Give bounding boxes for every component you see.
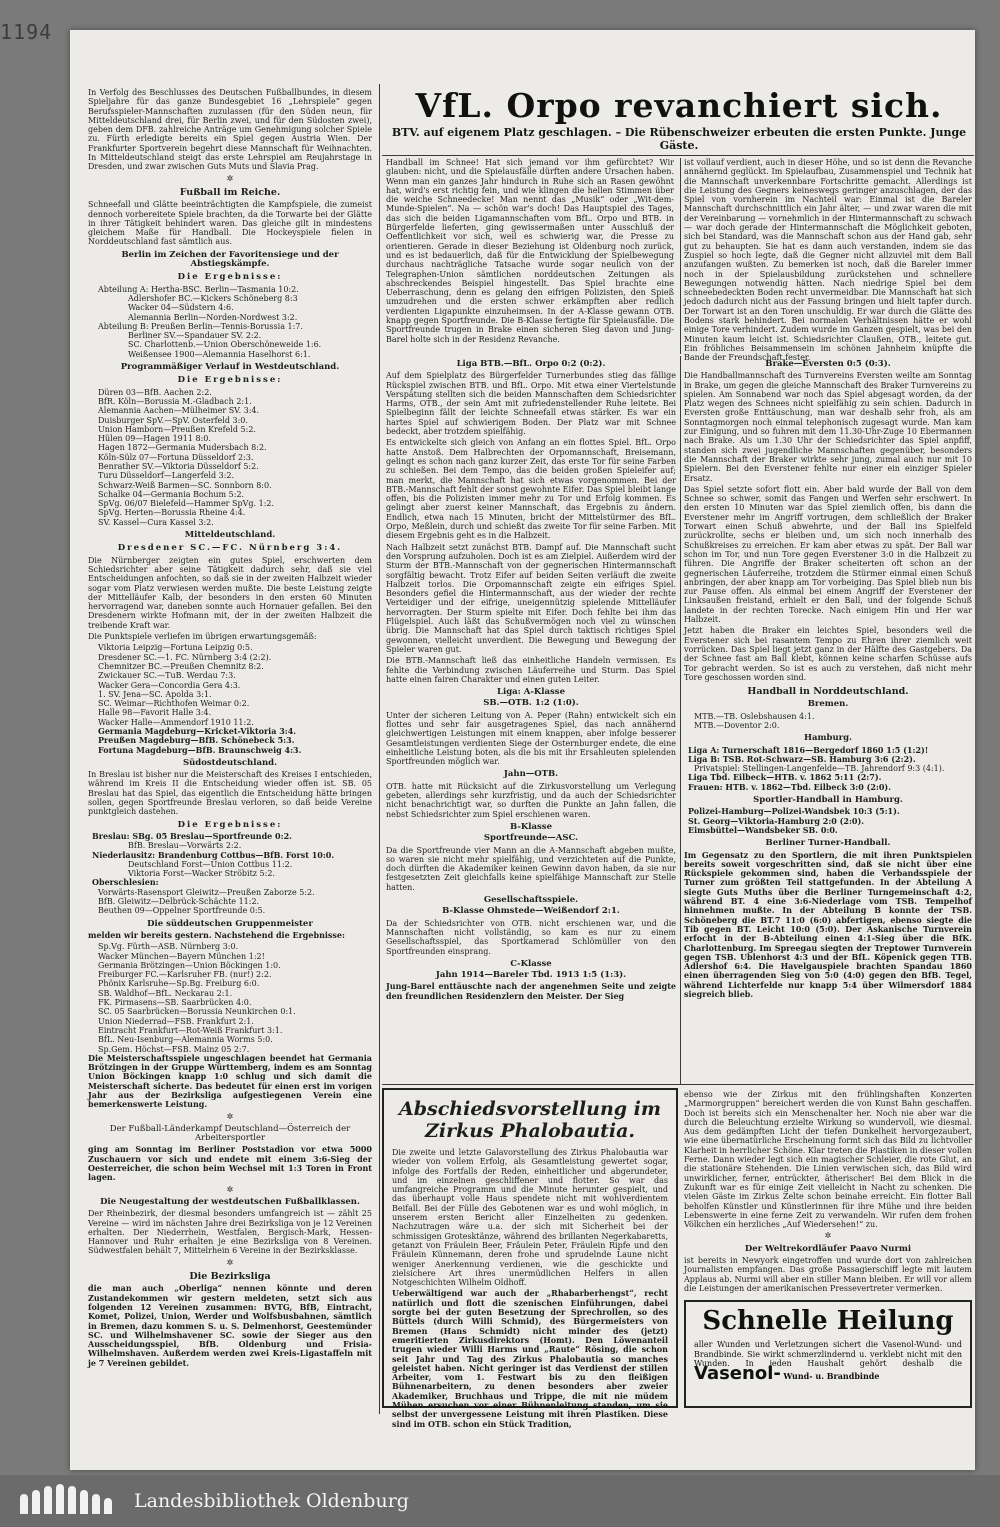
result-line: Sp.Vg. Fürth—ASB. Nürnberg 3:0. (98, 942, 239, 952)
section-heading: Gesellschaftsspiele. (483, 895, 579, 906)
paragraph: Schneefall und Glätte beeinträchtigten die Kampfspiele, die zumeist dennoch vorbereitete Spiele brachten, da die Torwarte bei der Glätte in ihrer Tätigkeit behindert waren. Das gleiche gilt in mindestens gleichem Maße für Handball. Die Hockeyspiele fielen in Norddeutschland fast sämtlich aus. (88, 200, 372, 247)
match-line: Dresdener SC.—FC. Nürnberg 3:4. (117, 543, 343, 554)
section-heading: Der Fußball-Länderkampf Deutschland—Österreich der Arbeitersportler (109, 1123, 351, 1144)
section-heading: C-Klasse (510, 958, 552, 969)
results-label: Die Ergebnisse: (177, 819, 283, 830)
intro-paragraph: In Verfolg des Beschlusses des Deutschen Fußballbundes, in diesem Spieljahre für das ganze Bundesgebiet 16 „Lehrspiele“ gegen Berufsspieler-Mannschaften zuzulassen (für den Süden neun, für Mitteldeutschland drei, für Berlin zwei, und für den Südosten zwei), geben dem DFB. zahlreiche Anträge um Genehmigung solcher Spiele zu. Fürth erledigte bereits ein Spiel gegen Austria Wien. Der Frankfurter Sportverein begehrt diese Mannschaft für Weihnachten. In Mitteldeutschland steigt das erste Lehrspiel am Reujahrstage in Dresden, und zwar zwischen Guts Muts und Slavia Prag. (88, 88, 372, 172)
result-line: Germania Brötzingen—Union Böckingen 1:0. (98, 960, 281, 970)
section-heading: Liga: A-Klasse (497, 687, 565, 698)
result-line: Chemnitzer BC.—Preußen Chemnitz 8:2. (98, 661, 264, 671)
result-line: Abteilung A: Hertha-BSC. Berlin—Tasmania 10:2. (98, 284, 299, 294)
result-line: Preußen Magdeburg—BfB. Schönebeck 5:3. (98, 735, 295, 746)
result-line: Schwarz-Weiß Barmen—SC. Sonnborn 8:0. (98, 480, 272, 490)
result-line: Hülen 09—Hagen 1911 8:0. (98, 434, 211, 444)
result-line: Düren 03—BfB. Aachen 2:2. (98, 387, 212, 397)
result-line: Beuthen 09—Oppelner Sportfreunde 0:5. (98, 906, 266, 916)
circus-headline: Abschiedsvorstellung im Zirkus Phalobautia. (399, 1098, 661, 1142)
result-line: Zwickauer SC.—TuB. Werdau 7:3. (98, 671, 236, 681)
separator-star: ✲ (226, 173, 234, 183)
result-line: Turu Düsseldorf—Langerfeld 3:2. (98, 471, 235, 481)
result-line: Deutschland Forst—Union Cottbus 11:2. (128, 859, 293, 869)
paragraph: Die Nürnberger zeigten ein gutes Spiel, erschwerten dem Schiedsrichter aber seine Tätigkeit dadurch sehr, daß sie viel Entscheidungen anfochten, so daß sie in der zweiten Halbzeit wieder sogar vom Platz verwiesen werden mußte. Die beste Leistung zeigte der Mittelläufer Kalb, der besonders in den ersten 60 Minuten hervorragend war, daneben sonnte auch Hornauer gefallen. Bei den Dresdenern wirkte Hofmann mit, der in der zweiten Halbzeit die treibende Kraft war. (88, 555, 372, 630)
result-line: SC. Weimar—Richthofen Weimar 0:2. (98, 699, 250, 709)
result-line: Wacker Halle—Ammendorf 1910 11:2. (98, 717, 254, 727)
section-subheading: Sportfreunde—ASC. (483, 833, 579, 844)
library-logo-icon (20, 1486, 120, 1516)
results-label: Die Ergebnisse: (177, 375, 283, 386)
lead-paragraph-left: Handball im Schnee! Hat sich jemand vor ihm gefürchtet? Wir glauben: nicht, und die Spielausfälle dürften andere Ursachen haben. Wenn man ein ganzes Jahr hindurch in Ruhe sich an Rasen gewöhnt hat, wird's erst richtig fein, und wie klingen die hellen Stimmen über die weiche Schneedecke! Man nennt das „Musik“ oder „Wit-dem-Munde-Spielen“. Na — schön war's doch! Das Hauptspiel des Tages, das sich die beiden Ligamannschaften vom BfL. Orpo und BTB. in Bürgerfelde lieferten, ging gewissermaßen unter Ausschluß der Oeffentlichkeit vor sich, weil es schwierig war, die Presse zu orientieren. Gerade in dieser Beziehung ist Oldenburg noch zurück, und es ist bedauerlich, daß für die Entwicklung der Spielbewegung durchaus nachträgliche Tatsache wurde sogar neulich von der Telegraphen-Union sämtlichen norddeutschen Zeitungen als abschreckendes Beispiel hingestellt. Das Spiel brachte eine Ueberraschung, denn es gelang den eifrigen Polizisten, den Spieß umzudrehen und die ersten schwer erkämpften aber redlich verdienten Ligapunkte einzuheimsen. In der A-Klasse gewann OTB. knapp gegen Sportfreunde. Die B-Klasse fertigte für Spielausfälle. Die Sportfreunde trugen in Brake einen sicheren Sieg davon und Jung-Barel holte sich in der Residenz Revanche. (386, 158, 674, 344)
result-line: SpVg. Herten—Borussia Rheine 4:4. (98, 508, 246, 518)
separator-star: ✲ (226, 1257, 234, 1267)
result-line: Freiburger FC.—Karlsruher FB. (nur!) 2:2. (98, 970, 272, 980)
mid-results (88, 643, 372, 755)
section-heading: Die Neugestaltung der westdeutschen Fußballklassen. (100, 1196, 360, 1207)
result-line: Union Hamborn—Preußen Krefeld 5:2. (98, 424, 256, 434)
section-divider (382, 1084, 974, 1085)
ad-brand-suffix: Wund- u. Brandbinde (783, 1370, 880, 1381)
paragraph: Auf dem Spielplatz des Bürgerfelder Turnerbundes stieg das fällige Rückspiel zwischen BTB. und BfL. Orpo. Mit etwa einer Viertelstunde Verspätung stellten sich die beiden Mannschaften dem Schiedsrichter Harms, OTB., der sein Amt mit zufriedenstellender Ruhe leitete. Bei Spielbeginn fällt der leichte Schneefall etwas stärker. Es war ein hartes Spiel auf schwierigem Boden. Der Platz war mit Schnee bedeckt, aber trotzdem spielfähig. (386, 371, 676, 437)
result-line: SV. Kassel—Cura Kassel 3:2. (98, 517, 214, 527)
column-divider (379, 84, 380, 1414)
result-line: Phönix Karlsruhe—Sp.Bg. Freiburg 6:0. (98, 979, 260, 989)
result-line: Schalke 04—Germania Bochum 5:2. (98, 489, 245, 499)
paragraph: Es entwickelte sich gleich von Anfang an ein flottes Spiel. BfL. Orpo hatte Anstoß. Dem Halbrechten der Orpomannschaft, Breisemann, gelingt es schon nach ganz kurzer Zeit, das erste Tor für seine Farben zu schießen. Bei dem Tempo, das die beiden großen Spieleifer auf; man merkt, die Mannschaft hat sich etwas vorgenommen. Bei der BTB.-Mannschaft fehlt der sonst gewohnte Eifer. Das Spiel bleibt lange offen, bis die Polizisten immer mehr zu Tor und Erfolg kommen. Es gelingt aber zuerst keiner Mannschaft, das Ergebnis zu ändern. Endlich, etwa nach 15 Minuten, bricht der Mittelstürmer des BfL. Orpo, Meßlein, durch und schießt das zweite Tor für seine Farben. Mit diesem Ergebnis geht es in die Halbzeit. (386, 438, 676, 541)
result-line: Berliner SV.—Spandauer SV. 2:2. (128, 331, 262, 341)
berlin-results (88, 285, 372, 359)
section-subheading: Berliner Turner-Handball. (765, 838, 891, 849)
section-heading: Mitteldeutschland. (184, 530, 276, 541)
result-line: Hagen 1872—Germania Mudersbach 8:2. (98, 443, 267, 453)
section-heading: Programmäßiger Verlauf in Westdeutschland. (120, 362, 340, 373)
result-line: Alemannia Berlin—Norden-Nordwest 3:2. (128, 312, 298, 322)
separator-star: ✲ (226, 1184, 234, 1194)
result-line: Liga A: Turnerschaft 1816—Bergedorf 1860 1:5 (1:2)! (688, 744, 929, 755)
result-line: Duisburger SpV.—SpV. Osterfeld 3:0. (98, 415, 248, 425)
paragraph: Das Spiel setzte sofort flott ein. Aber bald wurde der Ball von dem Schnee so schwer, somit das Fangen und Werfen sehr erschwert. In den ersten 10 Minuten war das Spiel ziemlich offen, bis dann die Everstener mehr im Angriff vortrugen, dem schließlich der Braker Torwart einen Schuß abwehrte, und der Ball ins Spielfeld zurückrollte, sechs er bleiben und, um sich noch innerhalb des Schußkreises zu erreichen. Er kam aber etwas zu spät. Der Ball war schon im Tor, und nun Tore gegen Everstener 3:0 in die Halbzeit zu führen. Die Angriffe der Braker scheiterten oft schon an der gegnerischen Läuferreihe, trotzdem die Stürmer einmal einen Schuß anbringen, der aber knapp am Tor vorbeiging. Das Spiel blieb nun bis zur Pause offen. Als einmal bei einem Angriff der Everstener der Linksaußen freistand, erhielt er den Ball, und der folgende Schuß landete in der rechten Torecke. Nach einigem Hin und Her war Halbzeit. (684, 484, 972, 625)
section-heading: Liga BTB.—BfL. Orpo 0:2 (0:2). (456, 359, 606, 369)
paragraph: Jetzt haben die Braker ein leichtes Spiel, besonders weil die Everstener sich bei rasantem Tempo zu Ehren ihrer ziemlich weit vorrücken. Das Spiel liegt jetzt ganz in der Hälfte des Gastgebers. Da der Schnee fast am Ball klebt, können keine scharfen Schüsse aufs Tor gebracht werden. So ist es auch zu verstehen, daß nicht mehr Tore geschossen worden sind. (684, 626, 972, 682)
result-line: Breslau: SBg. 05 Breslau—Sportfreunde 0:2. (92, 830, 292, 841)
lead-article (386, 158, 972, 363)
result-line: SC. 05 Saarbrücken—Borussia Neunkirchen 0:1. (98, 1007, 296, 1017)
section-heading: B-Klasse (510, 821, 552, 832)
result-line: MTB.—TB. Oslebshausen 4:1. (694, 711, 815, 721)
paragraph: ging am Sonntag im Berliner Poststadion vor etwa 5000 Zuschauern vor sich und endete mit einem 3:6-Sieg der Oesterreicher, die schon beim Wechsel mit 1:3 Toren in Front lagen. (88, 1144, 372, 1183)
right-column (684, 356, 972, 1081)
result-line: Köln-Sülz 07—Fortuna Düsseldorf 2:3. (98, 452, 254, 462)
paragraph: Die Handballmannschaft des Turnvereins Eversten weilte am Sonntag in Brake, um gegen die gleiche Mannschaft des Braker Turnvereins zu spielen. Am Sonnabend war noch das Spiel abgesagt worden, da der Platz wegen des Schnees nicht spielfähig zu sein schien. Dadurch in Eversten große Enttäuschung, man war deshalb sehr froh, als am Sonntagmorgen noch einmal telephonisch zugesagt wurde. Man kam zur Einigung, und so fuhren mit dem 11.30-Uhr-Zuge 10 Ebermannen nach Brake. Als um 1.30 Uhr der Schiedsrichter das Spiel anpfiff, standen sich zwei jugendliche Mannschaften gegenüber, besonders die Mannschaft der Braker wirkte sehr jung, zumal auch nur mit 10 Spielern. Bei den Everstener fehlte nur einer ein einziger Spieler Ersatz. (684, 371, 972, 483)
section-heading: Brake—Eversten 0:5 (0:3). (765, 359, 891, 369)
left-column (88, 88, 372, 1418)
paragraph: Die Meisterschaftsspiele ungeschlagen beendet hat Germania Brötzingen in der Gruppe Württemberg, indem es am Sonntag Union Böckingen knapp 1:0 schlug und sich damit die Meisterschaft sicherte. Das bedeutet für einen erst im vorigen Jahr aus der Bezirksliga aufgestiegenen Verein eine bemerkenswerte Leistung. (88, 1052, 372, 1110)
section-heading: Berlin im Zeichen der Favoritensiege und der Abstiegskämpfe. (121, 249, 339, 270)
paragraph: Die zweite und letzte Galavorstellung des Zirkus Phalobautia war wieder von vollem Erfolg, als Gesamtleistung gewertet sogar, infolge des Fortfalls der Reden, einheitlicher und abgerundeter, und im einzelnen geschliffener und flotter. So war das umfangreiche Programm und die Minute herunter gespielt, und das überhaupt volle Haus spendete nicht mit wohlverdientem Beifall. Bei der Fülle des Gebotenen war es und wohl möglich, in unserem ersten Bericht aller Einzelheiten zu gedenken. Nachzutragen wäre u.a. der sich mit Sicherheit bei der schmissigen Grotesktänze, während des brillanten Negerkabaretts, getanzt von Fräulein Beer, Fräulein Peter, Fräulein Ripfe und den Fräulein Künnemann, deren frohe und sprudelnde Laune nicht weniger Anerkennung verdienen, wie die geschickte und zielsichere Art ihres unermüdlichen Helfers in allen Notgeschichten Wilhelm Oldhoff. (392, 1148, 668, 1288)
paragraph: Da die Sportfreunde vier Mann an die A-Mannschaft abgeben mußte, so waren sie nicht mehr spielfähig, und verzichteten auf die Punkte, doch dürften die Akademiker keinen Gewinn davon haben, da sie nur festgesetzten Zeit gleichfalls keine spielfähige Mannschaft zur Stelle hatten. (386, 845, 676, 892)
ad-brand: Vasenol- (694, 1362, 781, 1384)
separator-star: ✲ (226, 1111, 234, 1121)
paragraph: Die BTB.-Mannschaft ließ das einheitliche Handeln vermissen. Es fehlte die Verbindung zwischen Läuferreihe und Sturm. Das Spiel hatte einen fairen Charakter und einen guten Leiter. (386, 656, 676, 684)
south-results (88, 942, 372, 1054)
section-subheading: Hamburg. (803, 733, 853, 744)
section-heading: Südostdeutschland. (182, 757, 278, 768)
section-subheading: SB.—OTB. 1:2 (1:0). (483, 698, 579, 709)
result-line: Germania Magdeburg—Kricket-Viktoria 3:4. (98, 726, 297, 736)
paragraph: Unter der sicheren Leitung von A. Peper (Rahn) entwickelt sich ein flottes und sehr fair ausgetragenes Spiel, das nach annähernd gleichwertigen Leistungen mit einem knappen, aber infolge besserer Gesamtleistungen verdienten Siege der Osternburger endete, die eine einheitliche Leistung boten, als die bis mit ihr Ersahleuten spielenden Sportfreunden möglich war. (386, 710, 676, 767)
paragraph: ebenso wie der Zirkus mit den frühlingshaften Konzerten „Marmorgruppen“ bereichert werden die von Kunst Bahn geschaffen. Doch ist bereits sich ein Menschenalter her. Noch nie aber war die durch die Beleuchtung erzielte Wirkung so wundervoll, wie diesmal. Aus dem gedämpften Licht der tiefen Dunkelheit hervorgezaubert, wie eine übernatürliche Erscheinung formt sich das Bild zu lichtvoller Klarheit in herrlicher Schöne. Klar treten die Plastiken in dieser vollen Ferne. Dann wieder legt sich ein magischer Schleier, die rote Glut, an die stationäre Stehenden. Die Linien verwischen sich, das Bild wird unwirklicher, ferner, entrückter, ätherischer! Bei dem Blick in die Zukunft war es für einige Zeit vielleicht in Nacht zu schenken. Die vielen Gäste im Zirkus Zelte schon beinahe erreicht. Ein flotter Ball beholfen Künstler und Künstlerinnen für ihre Mühe und ihre beiden Lebenswerte in eine ferne Zeit zu verwandeln. Wir rufen dem frohen Völkchen ein herzliches „Auf Wiedersehen!“ zu. (684, 1090, 973, 1230)
section-heading: Fußball im Reiche. (179, 186, 281, 198)
result-line: Fortuna Magdeburg—BfB. Braunschweig 4:3. (98, 744, 302, 755)
result-line: Dresdener SC.—1. FC. Nürnberg 3:4 (2:2). (98, 652, 272, 662)
section-subheading: Jahn 1914—Bareler Tbd. 1913 1:5 (1:3). (435, 970, 627, 981)
ad-title: Schnelle Heilung (702, 1306, 954, 1336)
footer-bar (0, 1475, 1000, 1527)
result-line: Eintracht Frankfurt—Rot-Weiß Frankfurt 3:1. (98, 1025, 283, 1035)
ad-body: aller Wunden und Verletzungen sichert die Vasenol-Wund- und Brandbinde. Sie wirkt schmerzlindernd u. verklebt nicht mit den Wunden. In jeden Haushalt gehört deshalb die (694, 1340, 962, 1368)
result-line: Oberschlesien: (92, 877, 159, 888)
main-headline: VfL. Orpo revanchiert sich. (415, 86, 943, 125)
result-line: Wacker 04—Südstern 4:6. (128, 303, 234, 313)
result-line: Weißensee 1900—Alemannia Haselhorst 6:1. (128, 349, 311, 359)
result-line: Liga Tbd. Eilbeck—HTB. v. 1862 5:11 (2:7). (688, 772, 882, 783)
result-line: Halle 98—Favorit Halle 3:4. (98, 708, 212, 718)
column-divider (680, 356, 681, 1084)
result-line: Viktoria Leipzig—Fortuna Leipzig 0:5. (98, 643, 253, 653)
southeast-results (88, 832, 372, 916)
result-line: Wacker München—Bayern München 1:2! (98, 951, 265, 961)
result-line: SB. Waldhof—BfL. Neckarau 2:1. (98, 988, 233, 998)
result-line: Abteilung B: Preußen Berlin—Tennis-Borussia 1:7. (98, 321, 303, 331)
paragraph: Im Gegensatz zu den Sportlern, die mit ihren Punktspielen bereits soweit vorgeschritten sind, daß sie nicht über eine Rückspiele gekommen sind, haben die Verbandsspiele der Turner zum größten Teil stattgefunden. In der Abteilung A siegte Guts Muths über die Berliner Turngemeinschaft 4:2, während BT. 4 eine 3:6-Niederlage vom TSB. Tempelhof hinnehmen mußte. In der Abteilung B konnte der TSB. Schöneberg die BT.7 11:0 (6:0) abfertigen, ebenso siegte die Tib gegen BT. Leicht 10:0 (5:0). Der Askanische Turnverein erfocht in der B-Abteilung einen 4:1-Sieg über die BfK. Charlottenburg. Im Spreegau siegten der Treptower Turnverein gegen TSB. Ublenhorst 4:3 und der BfL. Köpenick gegen TTB. Adlershof 6:4. Die Havelgauspiele brachten Spandau 1860 einen überragenden Sieg von 5:0 (4:0) gegen den BfB. Tegel, während Lichterfelde nur knapp 5:4 über Wilmersdorf 1884 siegreich blieb. (684, 849, 972, 999)
section-heading: Jahn—OTB. (503, 769, 559, 780)
results-label: Die Ergebnisse: (177, 272, 283, 283)
result-line: Privatspiel: Stellingen-Langenfelde—TB. Jahrendorf 9:3 (4:1). (694, 764, 945, 774)
result-line: Sp.Gem. Höchst—FSB. Mainz 05 2:7. (98, 1044, 250, 1054)
result-line: Frauen: HTB. v. 1862—Tbd. Eilbeck 3:0 (2:0). (688, 781, 892, 792)
result-line: Eimsbüttel—Wandsbeker SB. 0:0. (688, 824, 838, 835)
section-heading: Der Weltrekordläufer Paavo Nurmi (744, 1243, 912, 1254)
west-results (88, 388, 372, 527)
paragraph: Nach Halbzeit setzt zunächst BTB. Dampf auf. Die Mannschaft sucht den Vorsprung aufzuholen. Doch ist es am Zielpiel. Außerdem wird der Sturm der BTB.-Mannschaft von der gegnerischen Hintermannschaft sorgfältig bewacht. Trotz Eifer auf beiden Seiten verläuft die zweite Halbzeit torlos. Die Orpomannschaft zeigte ein eifriges Spiel. Besonders gefiel die Hintermannschaft, aus der wieder der rechte Verteidiger und der eifrige, uneigennützig spielende Mittelläufer hervorragten. Der Sturm spielte mit Eifer. Doch fehlte bei ihm das Flügelspiel. Auch läßt das Schußvermögen noch viel zu wünschen übrig. Die Mannschaft hat das Spiel durch taktisch richtiges Spiel gewonnen, vielleicht unverdient. Die Bewegung und Bewegung der Spieler waren gut. (386, 542, 676, 654)
result-line: Niederlausitz: Brandenburg Cottbus—BfB. Forst 10:0. (92, 849, 335, 860)
section-heading: Die Bezirksliga (189, 1271, 271, 1283)
paragraph: OTB. hatte mit Rücksicht auf die Zirkusvorstellung um Verlegung gebeten, allerdings sehr kurzfristig, und da auch der Schiedsrichter nicht benachrichtigt war, so durften die Punkte an Jahn fallen, die nebst Schiedsrichter zum Spiel erschienen waren. (386, 781, 676, 819)
paragraph: ist bereits in Newyork eingetroffen und wurde dort von zahlreichen Journalisten empfangen. Das große Passagierschiff legte mit lautem Applaus ab. Nurmi will aber ein stiller Mann bleiben. Er will vor allem die Leistungen der amerikanischen Pressevertreter vermerken. (684, 1256, 972, 1293)
result-line: BfB. Gleiwitz—Delbrück-Schächte 11:2. (98, 897, 260, 907)
section-heading: Handball in Norddeutschland. (747, 686, 909, 698)
result-line: St. Georg—Viktoria-Hamburg 2:0 (2:0). (688, 815, 865, 826)
result-line: Vorwärts-Rasensport Gleiwitz—Preußen Zaborze 5:2. (98, 887, 315, 897)
result-line: 1. SV. Jena—SC. Apolda 3:1. (98, 689, 212, 699)
paragraph: die man auch „Oberliga“ nennen könnte und deren Zustandekommen wir gestern meldeten, setzt sich aus folgenden 12 Vereinen zusammen: BVTG, BfB, Eintracht, Komet, Polizei, Union, Werder und Wolfsbusbahnen, sämtlich in Bremen, dazu kommen S. u. S. Delmenhorst, Geestemünder SC. und Wilhelmshavener SC. sowie der Sieger aus den Ausscheidungsspiel, BfB. Oldenburg und Frisia-Wilhelmshaven. Außerdem werden zwei Kreis-Ligastaffeln mit je 7 Vereinen gebildet. (88, 1283, 372, 1368)
circus-continuation (684, 1090, 972, 1300)
lead-paragraph-right: ist vollauf verdient, auch in dieser Höhe, und so ist denn die Revanche annähernd geglückt. Im Spielaufbau, Zusammenspiel und Technik hat die Mannschaft unverkennbare Fortschritte gemacht. Allerdings ist die Leistung des Gegners keineswegs geringer anzuschlagen, der das Spiel von vornherein im Nachteil war: Einmal ist die Bareler Mannschaft durchschnittlich ein Jahr älter, — und zwar waren die mit der Vereinbarung — vornehmlich in der Hintermannschaft zu schwach — war doch gerade der Hintermannschaft die Möglichkeit geboten, sich bei Standard, was die Mannschaft schon aus der Hand gab, sehr gut zu behaupten. Sie hat es dann auch verstanden, indem sie das Zuspiel so hoch legte, daß die Gegner nicht allzuviel mit dem Ball anzufangen wußten. Zu bemerken ist noch, daß die Bareler immer noch in der Spielausbildung zurückstehen und schnellere Bewegungen notwendig hätten. Nach niedrige Spiel bei dem schneebedeckten Boden recht unvermeidbar. Die Mannschaft hat sich jedoch dadurch nicht aus der Fassung bringen und hielt tapfer durch. Der Torwart ist an den Toren unschuldig. Er war durch die Glätte des Bodens stark behindert. Bei normalen Verhältnissen hätte er wohl einige Tore verhindert. Zudem wurde im Ganzen gespielt, was bei den Minuten kaum leicht ist. Schiedsrichter Claußen, OTB., leitete gut. Ein fröhliches Beisammensein im schönen Jahnheim knüpfte die Bande der Freundschaft fester. (684, 158, 972, 363)
page-number: 1194 (0, 20, 53, 44)
result-line: Polizei-Hamburg—Polizei-Wandsbek 10:3 (5:1). (688, 806, 900, 817)
paragraph: Ueberwältigend war auch der „Rhabarberhengst“, recht natürlich und flott die szenischen Einführungen, dabei sorgte bei der guten Besetzung der Sprechrollen, so des Büttels (durch Willi Schmid), des Bürgermeisters von Bremen (Hans Schmidt) nicht minder des (jetzt) emeritierten Zirkusdirektors (Homt). Den Löwenanteil trugen wieder Willi Harms und „Raute“ Rösing, die schon seit Jahr und Tag des Zirkus Phalobautia so manches geleistet haben. Nicht geringer ist das Verdienst der stillen Arbeiter, vom 1. Festwart bis zu den fleißigen Bühnenarbeitern, zu denen besonders aber zweier Akademiker, Bruchhaus und Trippe, die mit nie müdem Mühen ersuchen vor einer Bühnenleitung standen, um sie selbst der unvergessene Leistung mit ihren Plastiken. Diese sind im OTB. schon ein Stück Tradition, (392, 1288, 668, 1429)
result-line: Viktoria Forst—Wacker Ströbitz 5:2. (128, 869, 275, 879)
paragraph: Die Punktspiele verliefen im übrigen erwartungsgemäß: (88, 632, 317, 642)
result-line: BfL. Neu-Isenburg—Alemannia Worms 5:0. (98, 1035, 273, 1045)
result-line: BfB. Breslau—Vorwärts 2:2. (128, 841, 242, 851)
paragraph: melden wir bereits gestern. Nachstehend die Ergebnisse: (88, 929, 345, 940)
result-line: FK. Pirmasens—SB. Saarbrücken 4:0. (98, 998, 252, 1008)
section-divider (382, 155, 974, 156)
section-heading: Die süddeutschen Gruppenmeister (147, 918, 313, 929)
middle-column (386, 356, 676, 1081)
result-line: SC. Charlottenb.—Union Oberschöneweide 1:6. (128, 340, 322, 350)
paragraph: Der Rheinbezirk, der diesmal besonders umfangreich ist — zählt 25 Vereine — wird im nächsten Jahre drei Bezirksliga von je 12 Vereinen erhalten. Der Niederrhein, Westfalen, Bergisch-Mark, Hessen-Hannover und Ruhr erhalten je eine Bezirksliga von 8 Vereinen. Südwestfalen behält 7, Mittelrhein 6 Vereine in der Bezirksklasse. (88, 1209, 372, 1256)
main-subheadline: BTV. auf eigenem Platz geschlagen. – Die Rübenschweizer erbeuten die ersten Punkte. Junge Gäste. (391, 126, 967, 152)
ad-text (694, 1340, 962, 1384)
result-line: Adlershofer BC.—Kickers Schöneberg 8:3 (128, 293, 298, 303)
result-line: MTB.—Doventor 2:0. (694, 720, 780, 730)
paragraph: In Breslau ist bisher nur die Meisterschaft des Kreises I entschieden, während im Kreis II die Entscheidung wieder offen ist. SB. 05 Breslau hat das Spiel, das eigentlich die Entscheidung hätte bringen sollen, gegen Sportfreunde Breslau verloren, so daß beide Vereine punktgleich dastehen. (88, 770, 372, 817)
section-subheading: Sportler-Handball in Hamburg. (753, 795, 903, 806)
advertisement-box (684, 1300, 972, 1408)
result-line: BfR. Köln—Borussia M.-Gladbach 2:1. (98, 396, 252, 406)
section-subheading: Bremen. (807, 699, 849, 710)
section-subheading: B-Klasse Ohmstede—Weißendorf 2:1. (442, 906, 620, 917)
result-line: Benrather SV.—Viktoria Düsseldorf 5:2. (98, 461, 259, 471)
paragraph: Da der Schiedsrichter von OTB. nicht erschienen war, und die Mannschaften nicht vollständig, so kam es nur zu einem Gesellschaftsspiel, das Sportkamerad Schlömüller von den Sportfreunden einsprang. (386, 918, 676, 956)
footer-label: Landesbibliothek Oldenburg (134, 1490, 409, 1512)
separator-star: ✲ (824, 1231, 832, 1241)
result-line: Wacker Gera—Concordia Gera 4:3. (98, 680, 241, 690)
result-line: Liga B: TSB. Rot-Schwarz—SB. Hamburg 3:6 (2:2). (688, 753, 916, 764)
result-line: SpVg. 06/07 Bielefeld—Hammer SpVg. 1:2. (98, 499, 275, 509)
paragraph: Jung-Barel enttäuschte nach der angenehmen Seite und zeigte den freundlichen Residenzlern den Meister. Der Sieg (386, 981, 676, 1001)
result-line: Union Niederrad—FSB. Frankfurt 2:1. (98, 1016, 254, 1026)
result-line: Alemannia Aachen—Mülheimer SV. 3:4. (98, 406, 260, 416)
circus-article-box (382, 1088, 678, 1429)
